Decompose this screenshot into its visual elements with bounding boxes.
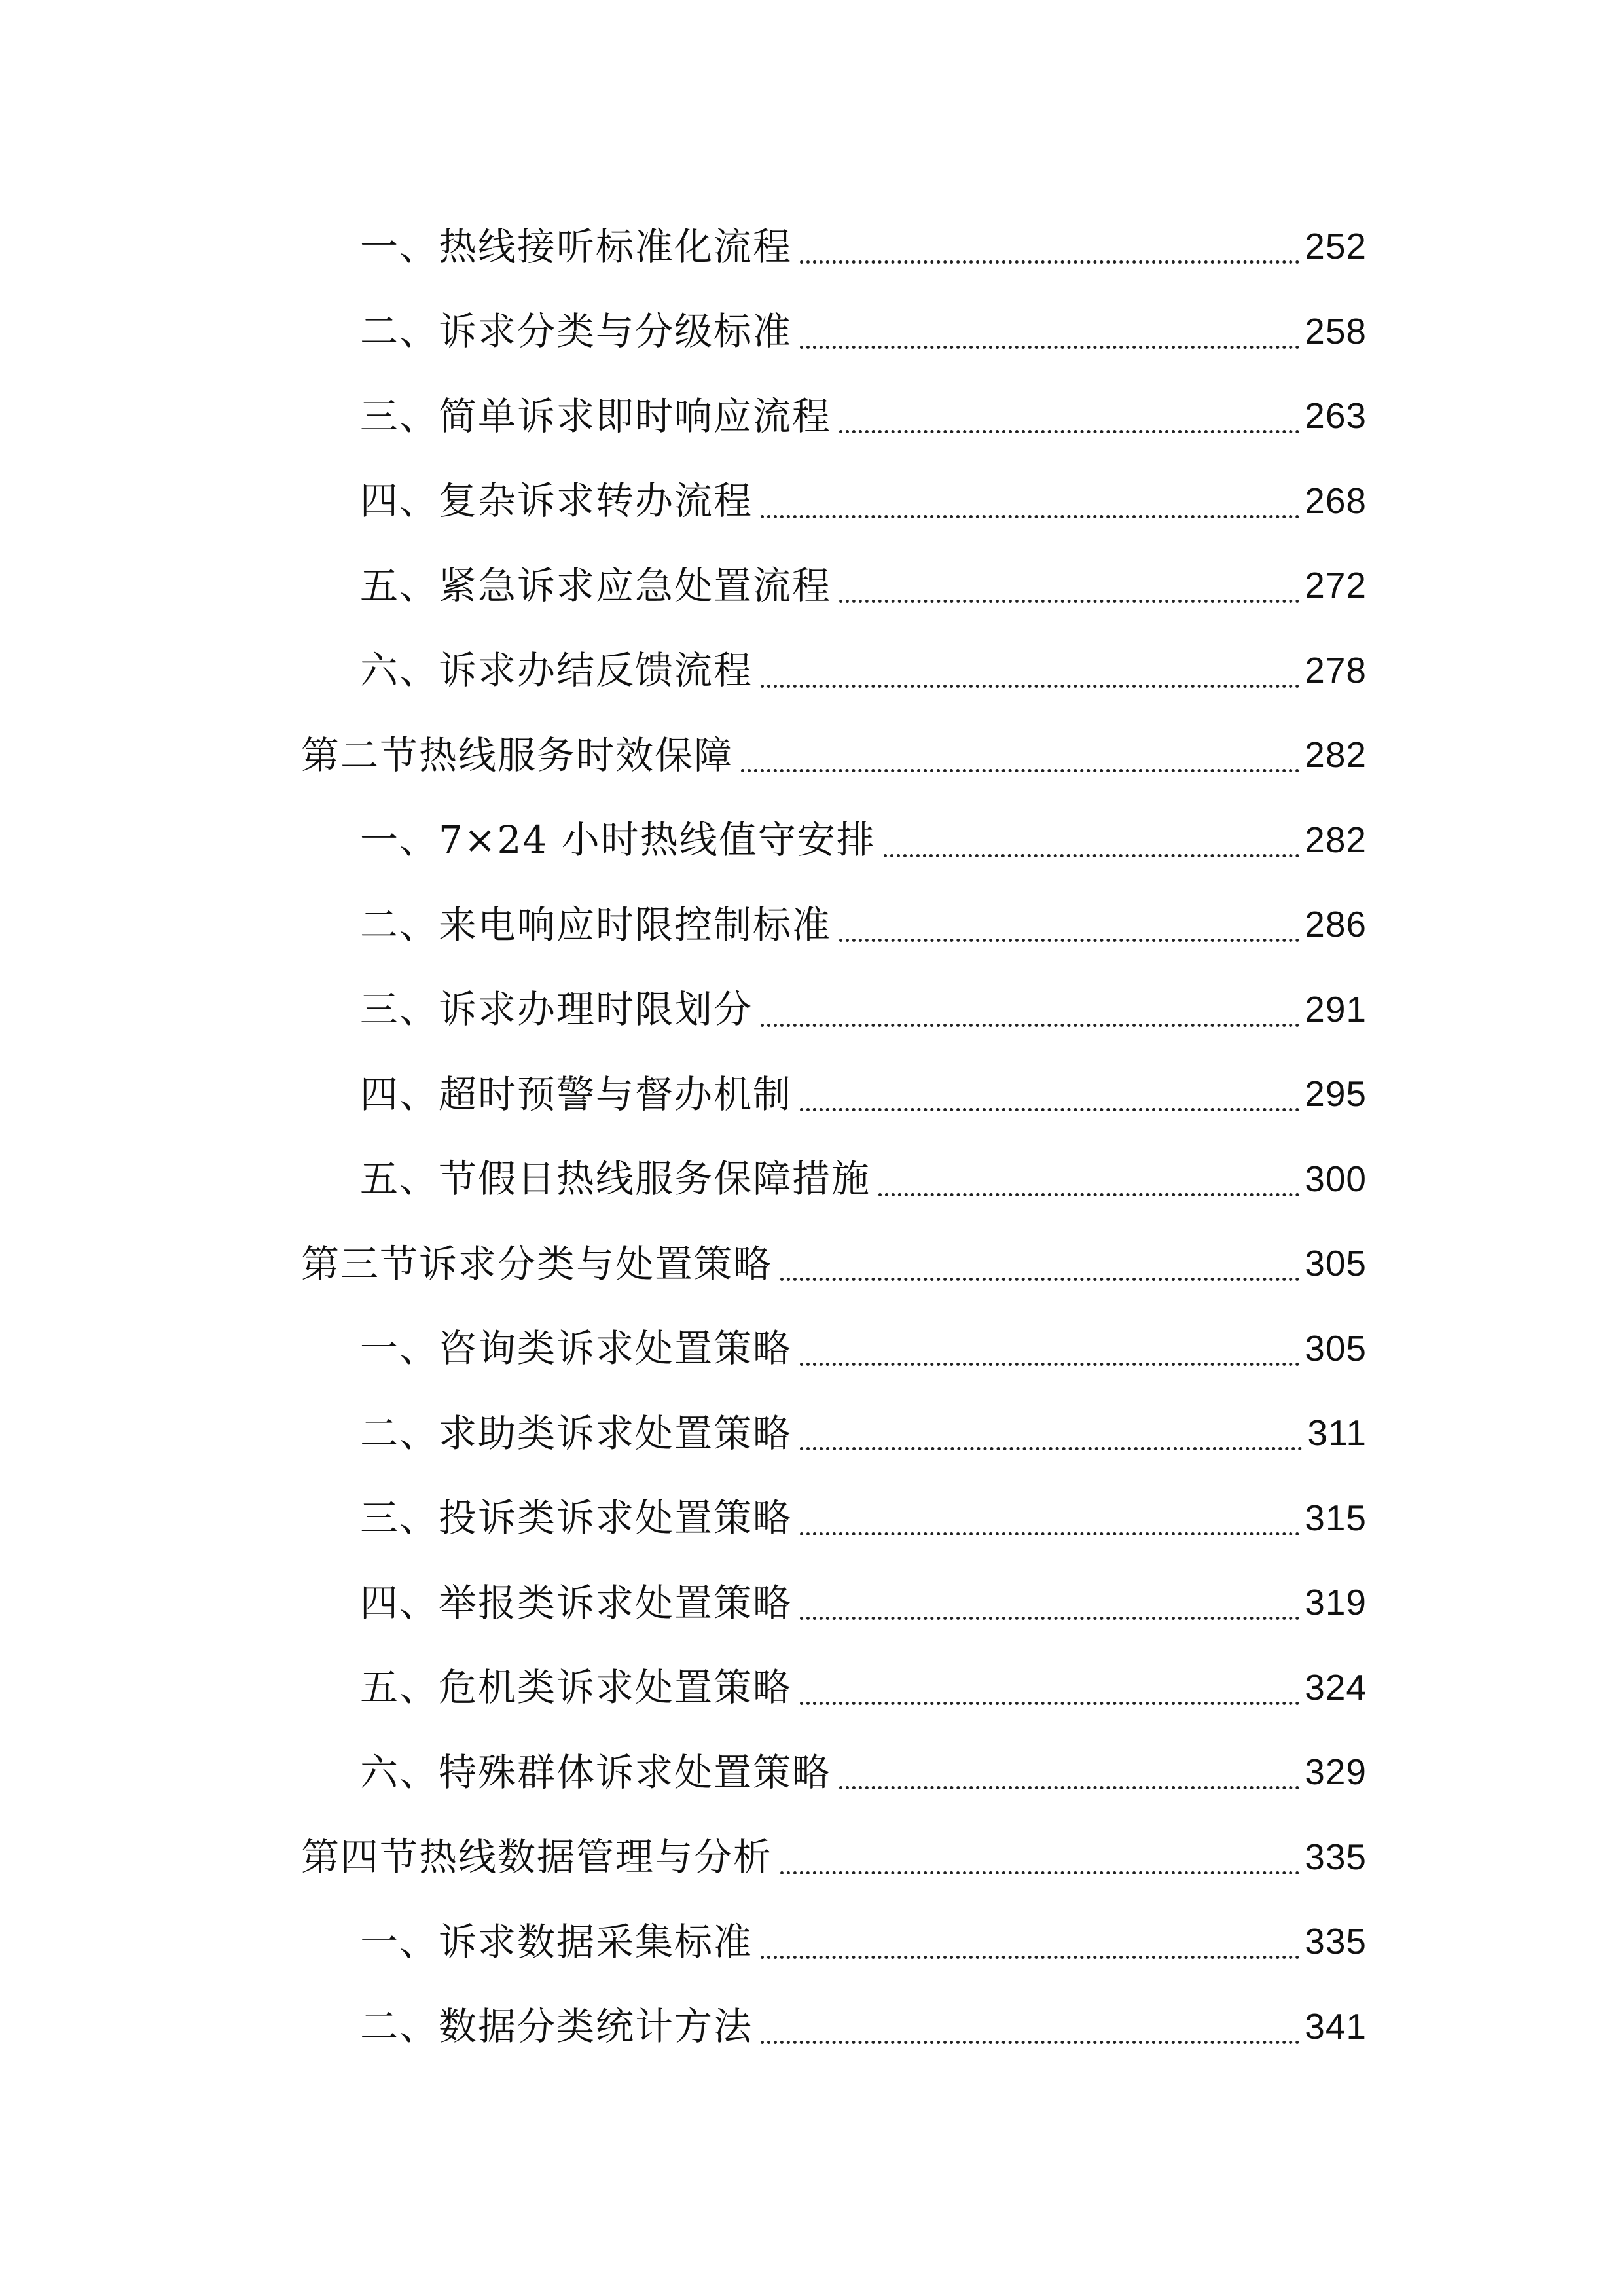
toc-page-number: 286: [1305, 904, 1367, 945]
toc-entry[interactable]: [301, 1730, 1367, 1815]
toc-page-number: 272: [1305, 565, 1367, 606]
table-of-contents: [301, 204, 1367, 2069]
toc-page-number: 258: [1305, 310, 1367, 351]
toc-entry-title: 四、复杂诉求转办流程: [360, 478, 753, 524]
toc-entry[interactable]: [301, 1899, 1367, 1984]
dot-leader: [800, 1702, 1299, 1705]
toc-entry-title: 一、7×24 小时热线值守安排: [360, 817, 876, 863]
dot-leader: [800, 1447, 1302, 1450]
toc-page-number: 263: [1305, 395, 1367, 437]
toc-entry[interactable]: [301, 1645, 1367, 1731]
toc-entry-title: 二、数据分类统计方法: [360, 2004, 753, 2049]
dot-leader: [800, 1532, 1299, 1535]
toc-entry[interactable]: [301, 628, 1367, 713]
toc-entry-title: 四、超时预警与督办机制: [360, 1071, 793, 1117]
toc-entry[interactable]: [301, 882, 1367, 967]
toc-entry-title: 第四节热线数据管理与分析: [301, 1835, 773, 1880]
dot-leader: [839, 430, 1299, 433]
toc-entry-title: 第二节热线服务时效保障: [301, 732, 734, 778]
toc-page-number: 305: [1305, 1243, 1367, 1284]
toc-page-number: 315: [1305, 1497, 1367, 1538]
toc-page-number: 291: [1305, 988, 1367, 1030]
toc-entry-title: 三、诉求办理时限划分: [360, 987, 753, 1032]
toc-page-number: 311: [1307, 1412, 1367, 1454]
dot-leader: [761, 1956, 1299, 1959]
toc-page-number: 282: [1305, 819, 1367, 860]
toc-entry[interactable]: [301, 459, 1367, 544]
toc-entry-title: 二、求助类诉求处置策略: [360, 1410, 793, 1456]
dot-leader: [884, 854, 1299, 857]
dot-leader: [741, 769, 1299, 772]
toc-entry[interactable]: [301, 374, 1367, 459]
toc-page-number: 295: [1305, 1073, 1367, 1115]
toc-entry-title: 一、咨询类诉求处置策略: [360, 1326, 793, 1371]
dot-leader: [800, 1108, 1299, 1111]
toc-entry[interactable]: [301, 1306, 1367, 1391]
toc-entry-title: 五、危机类诉求处置策略: [360, 1665, 793, 1710]
toc-page-number: 252: [1305, 226, 1367, 267]
toc-entry-title: 五、紧急诉求应急处置流程: [360, 563, 832, 608]
dot-leader: [839, 600, 1299, 603]
toc-entry[interactable]: [301, 1476, 1367, 1561]
toc-page-number: 324: [1305, 1666, 1367, 1708]
toc-entry[interactable]: [301, 204, 1367, 289]
toc-entry-title: 一、诉求数据采集标准: [360, 1919, 753, 1964]
toc-entry[interactable]: [301, 289, 1367, 374]
toc-entry-title: 四、举报类诉求处置策略: [360, 1580, 793, 1625]
toc-entry-title: 六、诉求办结反馈流程: [360, 648, 753, 693]
toc-entry-title: 六、特殊群体诉求处置策略: [360, 1749, 832, 1795]
dot-leader: [761, 2041, 1299, 2044]
dot-leader: [761, 515, 1299, 518]
toc-entry-title: 三、投诉类诉求处置策略: [360, 1496, 793, 1541]
dot-leader: [780, 1871, 1299, 1874]
toc-section-entry[interactable]: [301, 713, 1367, 798]
toc-page-number: 300: [1305, 1158, 1367, 1199]
toc-section-entry[interactable]: [301, 1221, 1367, 1306]
toc-entry[interactable]: [301, 1560, 1367, 1645]
dot-leader: [878, 1193, 1299, 1196]
toc-page-number: 278: [1305, 649, 1367, 691]
toc-page-number: 282: [1305, 734, 1367, 776]
dot-leader: [800, 1363, 1299, 1366]
dot-leader: [800, 346, 1299, 349]
toc-page-number: 335: [1305, 1836, 1367, 1877]
dot-leader: [800, 1617, 1299, 1620]
toc-entry-title: 二、来电响应时限控制标准: [360, 902, 832, 947]
toc-entry-title: 三、简单诉求即时响应流程: [360, 393, 832, 439]
dot-leader: [839, 939, 1299, 942]
dot-leader: [780, 1278, 1299, 1281]
toc-entry-title: 第三节诉求分类与处置策略: [301, 1241, 773, 1286]
dot-leader: [761, 685, 1299, 688]
dot-leader: [761, 1024, 1299, 1027]
toc-entry[interactable]: [301, 798, 1367, 883]
toc-page-number: 335: [1305, 1921, 1367, 1962]
toc-entry[interactable]: [301, 1984, 1367, 2070]
toc-page-number: 268: [1305, 480, 1367, 521]
toc-entry-title: 五、节假日热线服务保障措施: [360, 1157, 871, 1202]
toc-entry[interactable]: [301, 967, 1367, 1052]
dot-leader: [839, 1786, 1299, 1789]
toc-page-number: 305: [1305, 1327, 1367, 1369]
toc-page-number: 329: [1305, 1751, 1367, 1793]
toc-page-number: 341: [1305, 2005, 1367, 2047]
toc-entry[interactable]: [301, 543, 1367, 628]
toc-section-entry[interactable]: [301, 1815, 1367, 1900]
dot-leader: [800, 260, 1299, 264]
toc-entry-title: 一、热线接听标准化流程: [360, 224, 793, 269]
toc-entry[interactable]: [301, 1052, 1367, 1137]
toc-entry-title: 二、诉求分类与分级标准: [360, 309, 793, 354]
toc-entry[interactable]: [301, 1137, 1367, 1222]
toc-entry[interactable]: [301, 1391, 1367, 1476]
toc-page-number: 319: [1305, 1582, 1367, 1623]
